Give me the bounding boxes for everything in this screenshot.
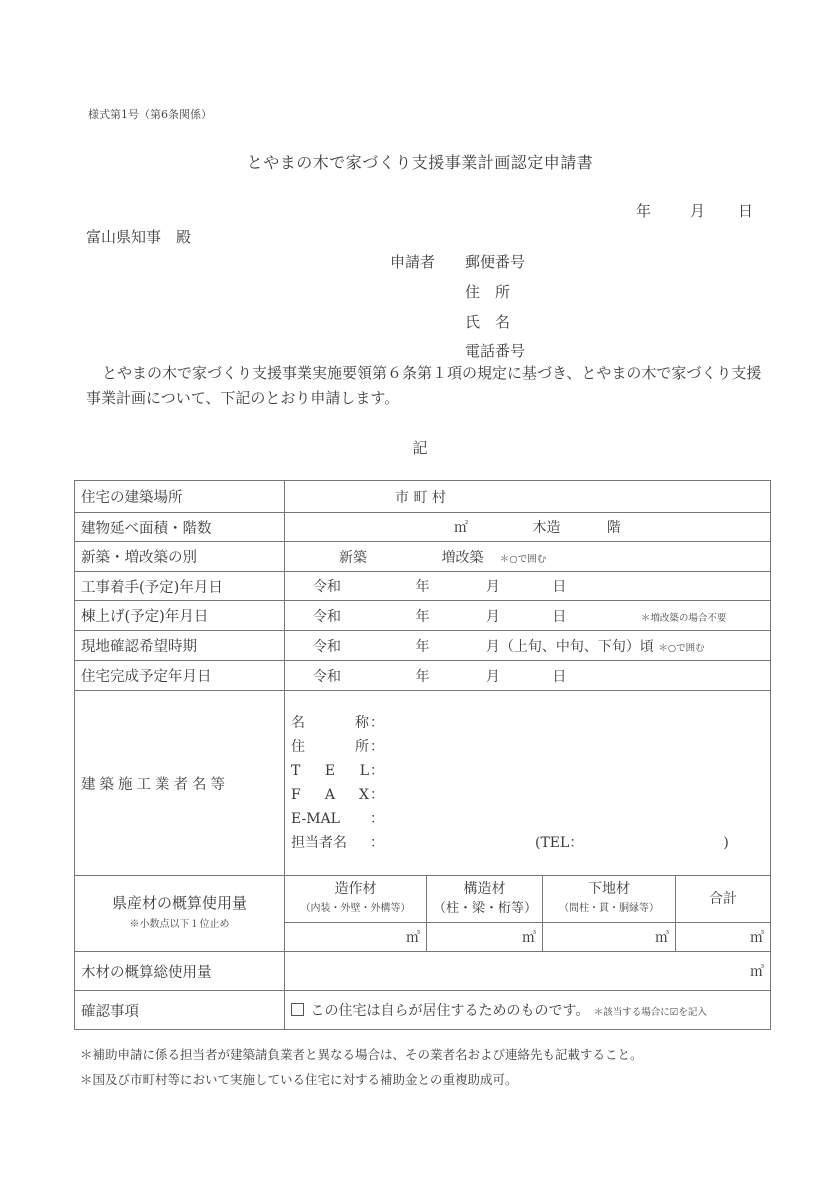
key-char: 名 <box>291 715 305 731</box>
contractor-tel-field[interactable] <box>291 759 764 783</box>
key-char: 所 <box>355 739 369 755</box>
column-name: 構造材 <box>463 881 506 897</box>
document-title: とやまの木で家づくり支援事業計画認定申請書 <box>246 153 594 172</box>
total-volume-field[interactable] <box>676 923 771 952</box>
row-contractor <box>75 691 771 876</box>
total-wood-label: 木材の概算総使用量 <box>75 952 285 991</box>
contractor-name-field[interactable] <box>291 711 764 735</box>
floors-unit: 階 <box>606 520 621 536</box>
applicant-label: 申請者 <box>390 253 436 271</box>
year-label: 年 <box>415 668 430 685</box>
self-residence-text: この住宅は自らが居住するためのものです。 <box>310 1003 590 1019</box>
area-unit: ㎡ <box>454 520 468 536</box>
area-label: 建物延べ面積・階数 <box>75 513 285 542</box>
key-char: F <box>291 787 301 803</box>
inspection-label: 現地確認希望時期 <box>75 631 285 661</box>
year-label: 年 <box>415 579 430 595</box>
colon: ： <box>370 835 384 851</box>
day-label: 日 <box>552 579 567 595</box>
inspection-note: ＊○で囲む <box>658 642 705 654</box>
inspection-field[interactable] <box>285 631 771 661</box>
location-label: 住宅の建築場所 <box>75 481 285 513</box>
date-year-label: 年 <box>636 202 652 220</box>
era-label: 令和 <box>313 608 341 625</box>
application-form-table <box>74 480 771 1030</box>
framing-note: ＊増改築の場合不要 <box>640 612 727 624</box>
materials-col-substrate <box>543 876 676 923</box>
footnote-1: ＊補助申請に係る担当者が建築請負業者と異なる場合は、その業者名および連絡先も記載すること。 <box>80 1047 643 1062</box>
month-label: 月 <box>485 608 500 625</box>
completion-date-field[interactable] <box>285 661 771 691</box>
row-materials-header <box>75 876 771 923</box>
era-label: 令和 <box>313 579 341 595</box>
key-char: X <box>359 787 369 803</box>
row-start-date <box>75 572 771 601</box>
column-sub: （柱・梁・桁等） <box>433 901 538 916</box>
contractor-label: 建築施工業者名等 <box>75 691 285 876</box>
applicant-name-field[interactable]: 氏 名 <box>465 313 511 331</box>
contact-tel-close: ) <box>723 835 729 851</box>
materials-label-cell <box>75 876 285 952</box>
contractor-fax-field[interactable] <box>291 783 764 807</box>
materials-col-finish <box>285 876 427 923</box>
key-char: 称 <box>355 715 369 731</box>
year-label: 年 <box>415 608 430 625</box>
row-inspection-period <box>75 631 771 661</box>
colon: ： <box>370 787 384 803</box>
key-char: 住 <box>291 739 305 755</box>
applicant-phone-field[interactable]: 電話番号 <box>465 342 526 360</box>
self-residence-checkbox[interactable] <box>291 1003 304 1016</box>
build-type-field <box>285 542 771 572</box>
colon: ： <box>370 763 384 779</box>
column-name: 合計 <box>709 890 738 907</box>
row-confirmation <box>75 991 771 1030</box>
row-completion-date <box>75 661 771 691</box>
row-build-type <box>75 542 771 572</box>
materials-col-structural <box>427 876 543 923</box>
column-sub: （間柱・貫・胴縁等） <box>559 903 659 914</box>
location-value: 市 町 村 <box>395 489 446 506</box>
contact-tel-open: (TEL： <box>535 835 584 851</box>
row-total-wood <box>75 952 771 991</box>
key-char: E-MAL <box>291 811 340 827</box>
contractor-contact-person-field[interactable] <box>291 831 764 855</box>
key-char: 担当者名 <box>291 835 347 851</box>
addressee: 富山県知事 殿 <box>86 228 192 246</box>
row-location <box>75 481 771 513</box>
column-name: 造作材 <box>334 881 377 897</box>
option-renovation[interactable]: 増改築 <box>441 549 484 566</box>
month-label: 月 <box>485 579 500 595</box>
total-wood-field[interactable] <box>285 952 771 991</box>
colon: ： <box>370 739 384 755</box>
year-label: 年 <box>415 638 430 655</box>
materials-label: 県産材の概算使用量 <box>111 893 247 912</box>
materials-sublabel: ※小数点以下１位止め <box>129 918 230 930</box>
column-name: 下地材 <box>588 881 630 897</box>
contractor-email-field[interactable] <box>291 807 764 831</box>
start-date-label: 工事着手(予定)年月日 <box>75 572 285 601</box>
build-type-label: 新築・増改築の別 <box>75 542 285 572</box>
date-month-label: 月 <box>690 202 706 220</box>
framing-date-field[interactable] <box>285 601 771 631</box>
finish-volume-field[interactable] <box>285 923 427 952</box>
materials-col-total <box>676 876 771 923</box>
date-day-label: 日 <box>738 202 754 220</box>
colon: ： <box>370 811 384 827</box>
confirmation-label: 確認事項 <box>75 991 285 1030</box>
contractor-fields <box>285 691 771 876</box>
column-sub: （内装・外壁・外構等） <box>300 903 411 914</box>
key-char: T <box>291 763 301 779</box>
structure-type: 木造 <box>532 520 561 536</box>
day-label: 日 <box>552 668 567 685</box>
option-new-build[interactable]: 新築 <box>339 549 367 566</box>
confirmation-field <box>285 991 771 1030</box>
day-label: 日 <box>552 608 567 625</box>
key-char: E <box>324 763 336 779</box>
volume-unit: ㎥ <box>750 964 765 980</box>
substrate-volume-field[interactable] <box>543 923 676 952</box>
inspection-period-options[interactable]: 月（上旬、中旬、下旬）頃 <box>485 638 654 655</box>
key-char: A <box>324 787 335 803</box>
key-char: L <box>359 763 369 779</box>
location-field[interactable] <box>285 481 771 513</box>
footnote-2: ＊国及び市町村等において実施している住宅に対する補助金との重複助成可。 <box>80 1072 518 1087</box>
contractor-address-field[interactable] <box>291 735 764 759</box>
volume-unit: ㎥ <box>750 930 765 946</box>
row-framing-date <box>75 601 771 631</box>
structural-volume-field[interactable] <box>427 923 543 952</box>
build-type-note: ＊○で囲む <box>499 553 547 565</box>
area-field[interactable] <box>285 513 771 542</box>
ki-heading: 記 <box>412 439 428 457</box>
row-area <box>75 513 771 542</box>
application-statement: とやまの木で家づくり支援事業実施要領第６条第１項の規定に基づき、とやまの木で家づくり支援事業計画について、下記のとおり申請します。 <box>86 364 762 407</box>
era-label: 令和 <box>313 668 341 685</box>
start-date-field[interactable] <box>285 572 771 601</box>
confirmation-note: ＊該当する場合に☑を記入 <box>593 1007 707 1018</box>
era-label: 令和 <box>313 638 341 655</box>
applicant-postal-code-field[interactable]: 郵便番号 <box>465 253 526 271</box>
completion-label: 住宅完成予定年月日 <box>75 661 285 691</box>
volume-unit: ㎥ <box>406 930 420 946</box>
volume-unit: ㎥ <box>522 930 536 946</box>
form-number: 様式第1号（第6条関係） <box>88 108 212 121</box>
volume-unit: ㎥ <box>655 930 669 946</box>
framing-date-label: 棟上げ(予定)年月日 <box>75 601 285 631</box>
applicant-address-field[interactable]: 住 所 <box>465 283 511 301</box>
month-label: 月 <box>485 668 500 685</box>
colon: ： <box>370 715 384 731</box>
